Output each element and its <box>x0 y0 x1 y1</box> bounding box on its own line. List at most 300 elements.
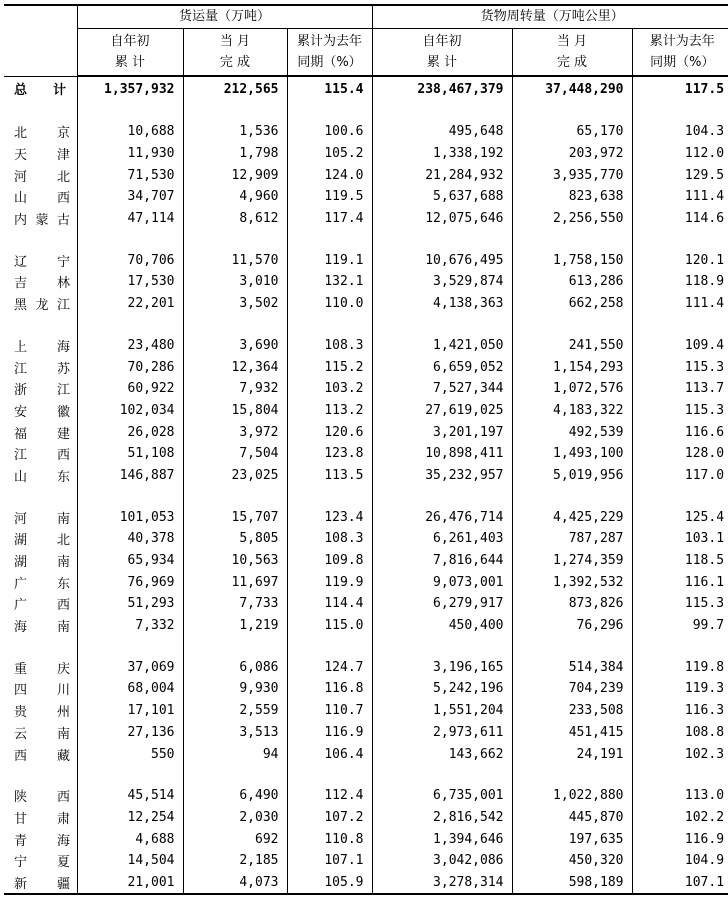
region-name <box>4 678 77 700</box>
spacer-cell <box>77 486 183 506</box>
turnover-month-cell: 787,287 <box>512 528 632 550</box>
spacer-cell <box>632 101 728 121</box>
region-label: 江 西 <box>14 448 70 464</box>
turnover-pct-cell: 104.9 <box>632 850 728 872</box>
turnover-ytd-cell: 7,527,344 <box>372 378 512 400</box>
turnover-ytd-cell: 3,529,874 <box>372 271 512 293</box>
region-name <box>4 186 77 208</box>
spacer-cell <box>287 101 372 121</box>
turnover-pct-cell: 108.8 <box>632 722 728 744</box>
turnover-pct-cell: 120.1 <box>632 249 728 271</box>
total-label: 总 计 <box>14 83 67 99</box>
total-turnover-ytd: 238,467,379 <box>372 76 512 101</box>
region-name <box>4 121 77 143</box>
table-row <box>4 872 728 895</box>
turnover-pct-cell: 109.4 <box>632 335 728 357</box>
volume-pct-cell: 113.2 <box>287 400 372 422</box>
spacer-cell <box>183 229 287 249</box>
turnover-ytd-cell: 3,201,197 <box>372 421 512 443</box>
turnover-month-cell: 823,638 <box>512 186 632 208</box>
volume-pct-cell: 108.3 <box>287 528 372 550</box>
turnover-pct-cell: 103.1 <box>632 528 728 550</box>
volume-pct-cell: 123.8 <box>287 443 372 465</box>
turnover-ytd-cell: 35,232,957 <box>372 465 512 487</box>
total-turnover-month: 37,448,290 <box>512 76 632 101</box>
region-label: 安 徽 <box>14 404 70 420</box>
volume-pct-cell: 112.4 <box>287 785 372 807</box>
table-row <box>4 743 728 765</box>
spacer-cell <box>512 765 632 785</box>
volume-month-cell: 7,932 <box>183 378 287 400</box>
turnover-ytd-cell: 2,816,542 <box>372 807 512 829</box>
table-row <box>4 550 728 572</box>
volume-pct-cell: 116.9 <box>287 722 372 744</box>
total-volume-pct: 115.4 <box>287 76 372 101</box>
region-label: 黑龙江 <box>14 298 70 314</box>
turnover-pct-cell: 113.0 <box>632 785 728 807</box>
region-label: 河 南 <box>14 511 70 527</box>
volume-pct-cell: 110.8 <box>287 828 372 850</box>
table-row <box>4 700 728 722</box>
turnover-ytd-cell: 9,073,001 <box>372 571 512 593</box>
region-label: 贵 州 <box>14 705 70 721</box>
volume-pct-cell: 110.7 <box>287 700 372 722</box>
turnover-month-cell: 514,384 <box>512 656 632 678</box>
volume-ytd-cell: 23,480 <box>77 335 183 357</box>
table-row <box>4 356 728 378</box>
volume-pct-cell: 108.3 <box>287 335 372 357</box>
volume-ytd-cell: 11,930 <box>77 143 183 165</box>
total-row <box>4 76 728 101</box>
region-label: 山 东 <box>14 469 70 485</box>
spacer-cell <box>287 315 372 335</box>
table-row <box>4 615 728 637</box>
volume-month-cell: 692 <box>183 828 287 850</box>
table-row <box>4 850 728 872</box>
table-row <box>4 143 728 165</box>
spacer-cell <box>183 315 287 335</box>
volume-month-cell: 7,733 <box>183 593 287 615</box>
turnover-month-cell: 3,935,770 <box>512 164 632 186</box>
volume-ytd-cell: 550 <box>77 743 183 765</box>
spacer-cell <box>372 486 512 506</box>
spacer-cell <box>372 765 512 785</box>
spacer-cell <box>4 229 77 249</box>
volume-ytd-cell: 26,028 <box>77 421 183 443</box>
spacer-cell <box>4 101 77 121</box>
turnover-month-cell: 1,493,100 <box>512 443 632 465</box>
turnover-month-cell: 203,972 <box>512 143 632 165</box>
turnover-ytd-cell: 6,279,917 <box>372 593 512 615</box>
table-row <box>4 293 728 315</box>
volume-month-cell: 12,364 <box>183 356 287 378</box>
table-row <box>4 593 728 615</box>
region-label: 浙 江 <box>14 383 70 399</box>
turnover-pct-cell: 116.3 <box>632 700 728 722</box>
region-label: 海 南 <box>14 620 70 636</box>
turnover-month-cell: 4,425,229 <box>512 506 632 528</box>
turnover-pct-cell: 116.9 <box>632 828 728 850</box>
freight-statistics-table <box>4 4 728 895</box>
table-row <box>4 785 728 807</box>
turnover-pct-cell: 118.5 <box>632 550 728 572</box>
volume-pct-cell: 115.2 <box>287 356 372 378</box>
turnover-pct-cell: 107.1 <box>632 872 728 895</box>
table-row <box>4 421 728 443</box>
region-name <box>4 421 77 443</box>
turnover-pct-cell: 115.3 <box>632 356 728 378</box>
region-name <box>4 465 77 487</box>
spacer-cell <box>512 315 632 335</box>
spacer-cell <box>632 765 728 785</box>
table-row <box>4 378 728 400</box>
turnover-ytd-cell: 7,816,644 <box>372 550 512 572</box>
spacer-cell <box>512 229 632 249</box>
region-name <box>4 571 77 593</box>
volume-ytd-cell: 68,004 <box>77 678 183 700</box>
turnover-month-cell: 704,239 <box>512 678 632 700</box>
region-label: 内蒙古 <box>14 213 70 229</box>
table-row <box>4 208 728 230</box>
turnover-pct-header: 累计为去年 同期（%） <box>632 29 728 77</box>
volume-month-cell: 3,502 <box>183 293 287 315</box>
spacer-cell <box>287 765 372 785</box>
turnover-month-cell: 4,183,322 <box>512 400 632 422</box>
spacer-cell <box>4 486 77 506</box>
volume-ytd-cell: 71,530 <box>77 164 183 186</box>
turnover-ytd-cell: 143,662 <box>372 743 512 765</box>
volume-ytd-cell: 4,688 <box>77 828 183 850</box>
turnover-month-cell: 873,826 <box>512 593 632 615</box>
turnover-pct-cell: 115.3 <box>632 400 728 422</box>
spacer-cell <box>512 486 632 506</box>
turnover-ytd-cell: 495,648 <box>372 121 512 143</box>
spacer-cell <box>77 315 183 335</box>
volume-month-cell: 9,930 <box>183 678 287 700</box>
turnover-month-cell: 613,286 <box>512 271 632 293</box>
region-label: 青 海 <box>14 833 70 849</box>
region-name <box>4 378 77 400</box>
group-spacer <box>4 315 728 335</box>
volume-month-cell: 11,570 <box>183 249 287 271</box>
volume-pct-cell: 110.0 <box>287 293 372 315</box>
turnover-month-cell: 445,870 <box>512 807 632 829</box>
region-name <box>4 615 77 637</box>
volume-pct-cell: 107.1 <box>287 850 372 872</box>
spacer-cell <box>632 486 728 506</box>
volume-month-cell: 10,563 <box>183 550 287 572</box>
volume-pct-cell: 114.4 <box>287 593 372 615</box>
turnover-month-cell: 1,072,576 <box>512 378 632 400</box>
volume-ytd-cell: 21,001 <box>77 872 183 895</box>
turnover-ytd-cell: 5,242,196 <box>372 678 512 700</box>
spacer-cell <box>4 636 77 656</box>
spacer-cell <box>632 229 728 249</box>
region-name <box>4 164 77 186</box>
turnover-month-cell: 197,635 <box>512 828 632 850</box>
region-name <box>4 785 77 807</box>
volume-month-cell: 6,490 <box>183 785 287 807</box>
spacer-cell <box>372 101 512 121</box>
volume-month-cell: 11,697 <box>183 571 287 593</box>
volume-pct-cell: 100.6 <box>287 121 372 143</box>
region-header-blank <box>4 5 77 76</box>
turnover-pct-cell: 114.6 <box>632 208 728 230</box>
region-name <box>4 872 77 895</box>
turnover-ytd-cell: 26,476,714 <box>372 506 512 528</box>
region-name <box>4 828 77 850</box>
volume-month-cell: 7,504 <box>183 443 287 465</box>
turnover-ytd-cell: 6,261,403 <box>372 528 512 550</box>
spacer-cell <box>287 636 372 656</box>
spacer-cell <box>632 315 728 335</box>
spacer-cell <box>183 101 287 121</box>
turnover-month-cell: 662,258 <box>512 293 632 315</box>
turnover-ytd-cell: 21,284,932 <box>372 164 512 186</box>
region-name <box>4 143 77 165</box>
turnover-pct-cell: 99.7 <box>632 615 728 637</box>
table-row <box>4 121 728 143</box>
turnover-month-cell: 241,550 <box>512 335 632 357</box>
region-name <box>4 400 77 422</box>
volume-month-cell: 5,805 <box>183 528 287 550</box>
region-name <box>4 743 77 765</box>
table-row <box>4 722 728 744</box>
volume-pct-cell: 124.7 <box>287 656 372 678</box>
table-row <box>4 249 728 271</box>
volume-month-cell: 3,010 <box>183 271 287 293</box>
turnover-pct-cell: 119.8 <box>632 656 728 678</box>
region-name <box>4 443 77 465</box>
volume-pct-cell: 123.4 <box>287 506 372 528</box>
turnover-month-cell: 492,539 <box>512 421 632 443</box>
region-label: 山 西 <box>14 191 70 207</box>
turnover-month-cell: 76,296 <box>512 615 632 637</box>
volume-ytd-header: 自年初 累 计 <box>77 29 183 77</box>
turnover-pct-cell: 104.3 <box>632 121 728 143</box>
group-spacer <box>4 229 728 249</box>
volume-ytd-cell: 146,887 <box>77 465 183 487</box>
turnover-ytd-cell: 3,042,086 <box>372 850 512 872</box>
table-row <box>4 828 728 850</box>
volume-month-header: 当 月 完 成 <box>183 29 287 77</box>
volume-pct-cell: 115.0 <box>287 615 372 637</box>
region-name <box>4 356 77 378</box>
volume-pct-cell: 119.5 <box>287 186 372 208</box>
turnover-ytd-cell: 3,278,314 <box>372 872 512 895</box>
spacer-cell <box>287 229 372 249</box>
turnover-month-cell: 1,392,532 <box>512 571 632 593</box>
table-row <box>4 528 728 550</box>
volume-pct-cell: 105.2 <box>287 143 372 165</box>
table-row <box>4 506 728 528</box>
turnover-ytd-cell: 3,196,165 <box>372 656 512 678</box>
region-label: 四 川 <box>14 683 70 699</box>
volume-month-cell: 4,073 <box>183 872 287 895</box>
volume-ytd-cell: 102,034 <box>77 400 183 422</box>
turnover-pct-cell: 102.3 <box>632 743 728 765</box>
turnover-ytd-cell: 10,898,411 <box>372 443 512 465</box>
volume-month-cell: 12,909 <box>183 164 287 186</box>
region-label: 北 京 <box>14 126 70 142</box>
region-label: 新 疆 <box>14 876 70 892</box>
turnover-pct-cell: 118.9 <box>632 271 728 293</box>
volume-ytd-cell: 17,101 <box>77 700 183 722</box>
turnover-ytd-cell: 12,075,646 <box>372 208 512 230</box>
volume-ytd-cell: 14,504 <box>77 850 183 872</box>
group-spacer <box>4 486 728 506</box>
volume-ytd-cell: 37,069 <box>77 656 183 678</box>
region-label: 云 南 <box>14 726 70 742</box>
turnover-pct-cell: 116.1 <box>632 571 728 593</box>
region-label: 陕 西 <box>14 790 70 806</box>
volume-ytd-cell: 17,530 <box>77 271 183 293</box>
spacer-cell <box>77 765 183 785</box>
table-row <box>4 656 728 678</box>
spacer-cell <box>512 636 632 656</box>
table-row <box>4 571 728 593</box>
volume-month-cell: 2,185 <box>183 850 287 872</box>
volume-ytd-cell: 51,293 <box>77 593 183 615</box>
turnover-ytd-cell: 450,400 <box>372 615 512 637</box>
spacer-cell <box>183 486 287 506</box>
spacer-cell <box>372 636 512 656</box>
volume-ytd-cell: 51,108 <box>77 443 183 465</box>
region-name <box>4 293 77 315</box>
table-row <box>4 465 728 487</box>
table-row <box>4 807 728 829</box>
volume-ytd-cell: 101,053 <box>77 506 183 528</box>
region-label: 福 建 <box>14 426 70 442</box>
region-label: 广 西 <box>14 598 70 614</box>
turnover-ytd-cell: 4,138,363 <box>372 293 512 315</box>
group-spacer <box>4 765 728 785</box>
table-row <box>4 335 728 357</box>
volume-pct-cell: 119.1 <box>287 249 372 271</box>
volume-ytd-cell: 76,969 <box>77 571 183 593</box>
turnover-pct-cell: 116.6 <box>632 421 728 443</box>
turnover-ytd-cell: 1,421,050 <box>372 335 512 357</box>
group-spacer <box>4 636 728 656</box>
region-name <box>4 335 77 357</box>
region-label: 甘 肃 <box>14 811 70 827</box>
turnover-pct-cell: 111.4 <box>632 293 728 315</box>
spacer-cell <box>183 636 287 656</box>
region-label: 重 庆 <box>14 661 70 677</box>
region-label: 吉 林 <box>14 276 70 292</box>
region-label: 广 东 <box>14 576 70 592</box>
region-name <box>4 807 77 829</box>
freight-turnover-header: 货物周转量（万吨公里） <box>372 5 728 29</box>
turnover-ytd-header: 自年初 累 计 <box>372 29 512 77</box>
spacer-cell <box>287 486 372 506</box>
region-label: 湖 北 <box>14 533 70 549</box>
volume-month-cell: 3,690 <box>183 335 287 357</box>
turnover-month-cell: 233,508 <box>512 700 632 722</box>
turnover-month-cell: 1,154,293 <box>512 356 632 378</box>
volume-pct-cell: 109.8 <box>287 550 372 572</box>
volume-ytd-cell: 34,707 <box>77 186 183 208</box>
volume-ytd-cell: 47,114 <box>77 208 183 230</box>
volume-ytd-cell: 70,706 <box>77 249 183 271</box>
spacer-cell <box>77 229 183 249</box>
turnover-ytd-cell: 1,394,646 <box>372 828 512 850</box>
region-name <box>4 700 77 722</box>
turnover-month-cell: 5,019,956 <box>512 465 632 487</box>
volume-month-cell: 1,798 <box>183 143 287 165</box>
volume-month-cell: 15,804 <box>183 400 287 422</box>
region-label: 河 北 <box>14 169 70 185</box>
turnover-ytd-cell: 5,637,688 <box>372 186 512 208</box>
volume-pct-cell: 103.2 <box>287 378 372 400</box>
volume-ytd-cell: 60,922 <box>77 378 183 400</box>
volume-month-cell: 2,030 <box>183 807 287 829</box>
turnover-pct-cell: 119.3 <box>632 678 728 700</box>
turnover-pct-cell: 113.7 <box>632 378 728 400</box>
total-volume-month: 212,565 <box>183 76 287 101</box>
turnover-ytd-cell: 1,551,204 <box>372 700 512 722</box>
turnover-ytd-cell: 6,735,001 <box>372 785 512 807</box>
table-row <box>4 186 728 208</box>
region-name <box>4 271 77 293</box>
volume-ytd-cell: 27,136 <box>77 722 183 744</box>
turnover-month-cell: 2,256,550 <box>512 208 632 230</box>
turnover-ytd-cell: 2,973,611 <box>372 722 512 744</box>
turnover-pct-cell: 111.4 <box>632 186 728 208</box>
turnover-ytd-cell: 1,338,192 <box>372 143 512 165</box>
volume-pct-cell: 132.1 <box>287 271 372 293</box>
region-label: 江 苏 <box>14 361 70 377</box>
volume-pct-cell: 105.9 <box>287 872 372 895</box>
volume-ytd-cell: 22,201 <box>77 293 183 315</box>
turnover-ytd-cell: 10,676,495 <box>372 249 512 271</box>
group-spacer <box>4 101 728 121</box>
volume-month-cell: 94 <box>183 743 287 765</box>
table-row <box>4 678 728 700</box>
volume-ytd-cell: 70,286 <box>77 356 183 378</box>
turnover-month-cell: 65,170 <box>512 121 632 143</box>
volume-ytd-cell: 45,514 <box>77 785 183 807</box>
volume-month-cell: 2,559 <box>183 700 287 722</box>
spacer-cell <box>512 101 632 121</box>
turnover-pct-cell: 129.5 <box>632 164 728 186</box>
turnover-month-header: 当 月 完 成 <box>512 29 632 77</box>
volume-pct-cell: 106.4 <box>287 743 372 765</box>
volume-pct-header: 累计为去年 同期（%） <box>287 29 372 77</box>
region-label: 湖 南 <box>14 555 70 571</box>
spacer-cell <box>372 229 512 249</box>
turnover-pct-cell: 128.0 <box>632 443 728 465</box>
table-row <box>4 164 728 186</box>
volume-month-cell: 1,536 <box>183 121 287 143</box>
turnover-month-cell: 451,415 <box>512 722 632 744</box>
total-turnover-pct: 117.5 <box>632 76 728 101</box>
spacer-cell <box>183 765 287 785</box>
volume-month-cell: 3,513 <box>183 722 287 744</box>
spacer-cell <box>4 765 77 785</box>
region-name <box>4 208 77 230</box>
table-row <box>4 400 728 422</box>
freight-volume-header: 货运量（万吨） <box>77 5 372 29</box>
volume-ytd-cell: 7,332 <box>77 615 183 637</box>
region-name <box>4 550 77 572</box>
volume-pct-cell: 113.5 <box>287 465 372 487</box>
volume-month-cell: 15,707 <box>183 506 287 528</box>
volume-ytd-cell: 40,378 <box>77 528 183 550</box>
turnover-month-cell: 1,274,359 <box>512 550 632 572</box>
turnover-pct-cell: 115.3 <box>632 593 728 615</box>
region-label: 天 津 <box>14 148 70 164</box>
